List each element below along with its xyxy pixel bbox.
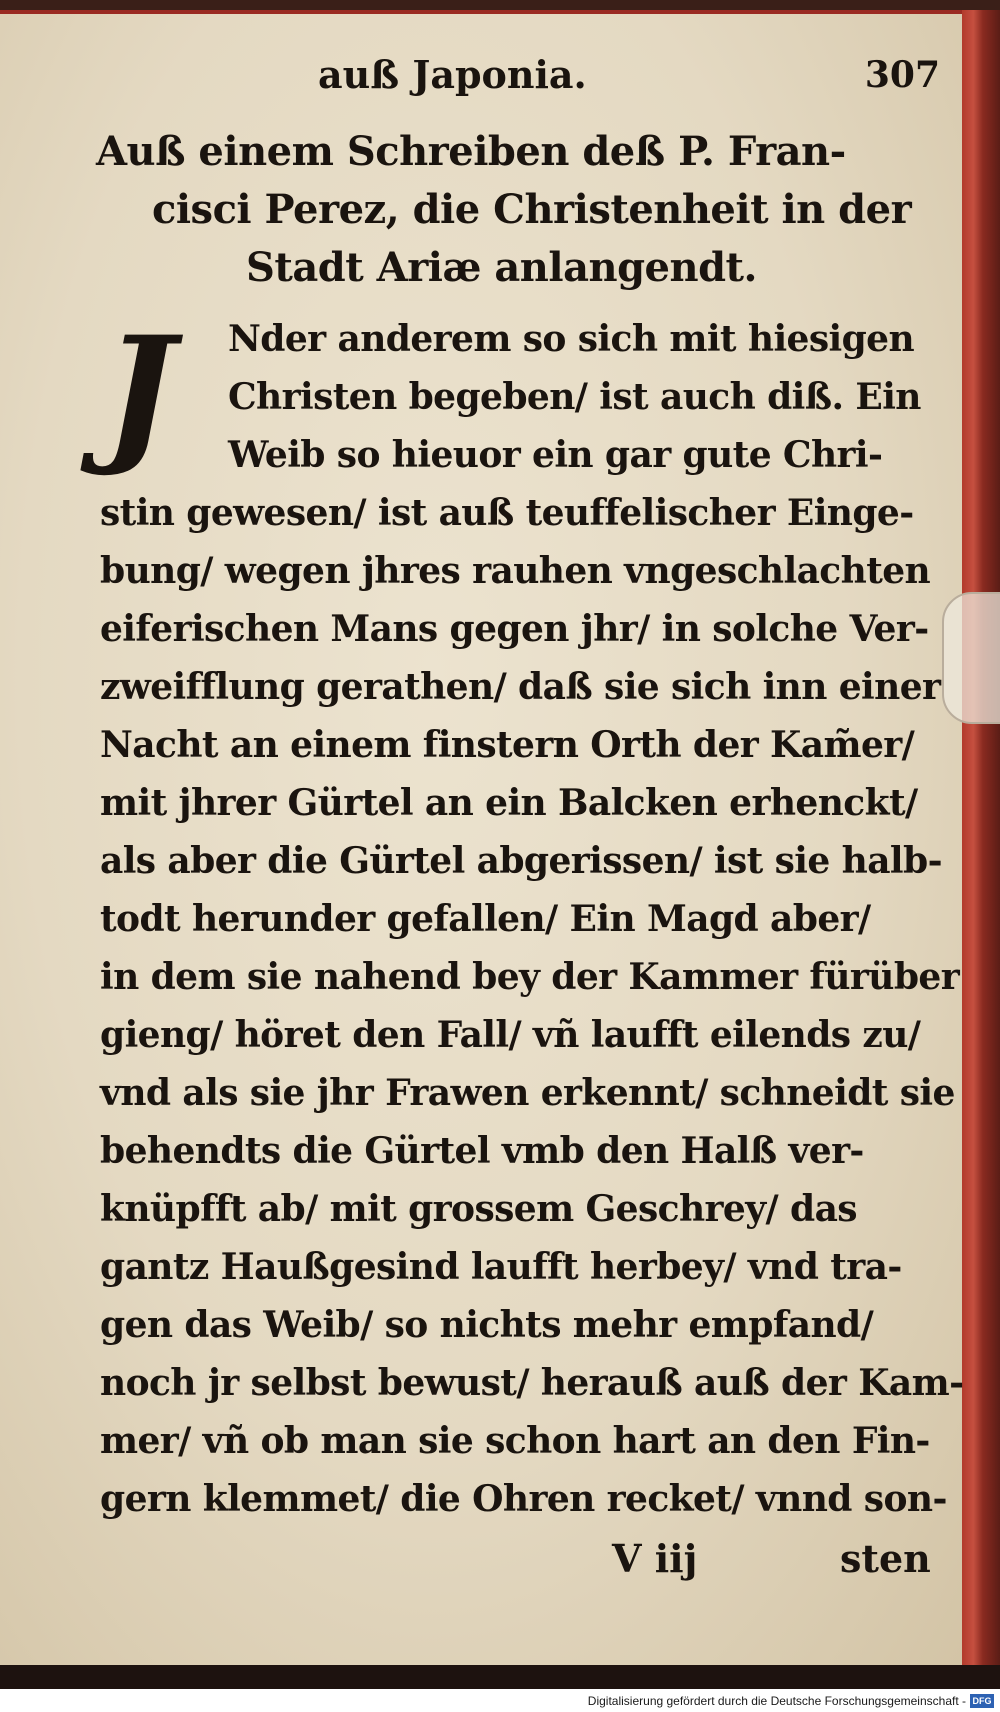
signature-mark: V iij: [612, 1536, 698, 1581]
dfg-logo: DFG: [970, 1694, 994, 1708]
text-line: gantz Haußgesind laufft herbey/ vnd tra-: [100, 1246, 902, 1288]
text-line: Nder anderem so sich mit hiesigen: [228, 318, 915, 360]
text-line: Christen begeben/ ist auch diß. Ein: [228, 376, 921, 418]
page-number: 307: [864, 54, 940, 96]
text-line: bung/ wegen jhres rauhen vngeschlachten: [100, 550, 931, 592]
text-line: gieng/ höret den Fall/ vñ laufft eilends zu/: [100, 1014, 921, 1056]
catchword: sten: [840, 1536, 931, 1581]
text-line: Weib so hieuor ein gar gute Chri-: [228, 434, 883, 476]
heading-line: Auß einem Schreiben deß P. Fran-: [96, 128, 846, 175]
page-tab-mark: [942, 592, 1000, 724]
text-line: stin gewesen/ ist auß teuffelischer Einge-: [100, 492, 914, 534]
text-line: todt herunder gefallen/ Ein Magd aber/: [100, 898, 871, 940]
text-line: gern klemmet/ die Ohren recket/ vnnd son-: [100, 1478, 947, 1520]
text-line: knüpfft ab/ mit grossem Geschrey/ das: [100, 1188, 857, 1230]
running-head: auß Japonia.: [318, 52, 587, 97]
heading-line: cisci Perez, die Christenheit in der: [152, 186, 912, 233]
text-line: gen das Weib/ so nichts mehr empfand/: [100, 1304, 874, 1346]
text-line: eiferischen Mans gegen jhr/ in solche Ver-: [100, 608, 929, 650]
text-line: in dem sie nahend bey der Kammer fürüber: [100, 956, 960, 998]
text-line: vnd als sie jhr Frawen erkennt/ schneidt sie: [100, 1072, 955, 1114]
heading-line: Stadt Ariæ anlangendt.: [246, 244, 757, 291]
text-line: mit jhrer Gürtel an ein Balcken erhenckt/: [100, 782, 918, 824]
text-line: Nacht an einem finstern Orth der Kam̃er/: [100, 724, 915, 766]
footer-credit: Digitalisierung gefördert durch die Deutsche Forschungsgemeinschaft -: [587, 1694, 966, 1708]
text-line: zweifflung gerathen/ daß sie sich inn einer: [100, 666, 941, 708]
text-line: noch jr selbst bewust/ herauß auß der Kam-: [100, 1362, 964, 1404]
drop-cap: J: [104, 304, 175, 480]
text-line: mer/ vñ ob man sie schon hart an den Fin-: [100, 1420, 930, 1462]
page-edge: [962, 10, 1000, 1665]
text-line: als aber die Gürtel abgerissen/ ist sie halb-: [100, 840, 942, 882]
text-line: behendts die Gürtel vmb den Halß ver-: [100, 1130, 864, 1172]
